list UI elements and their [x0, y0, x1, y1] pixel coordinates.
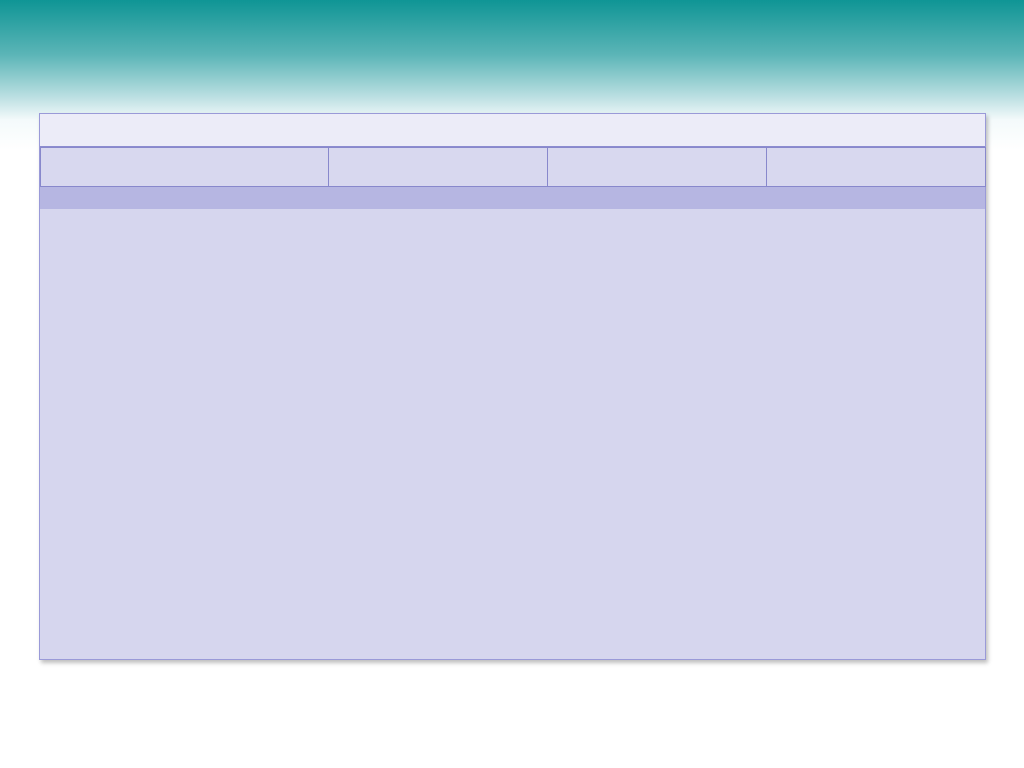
column-header-fruits-vegetables [329, 148, 548, 187]
factor-loadings-table [40, 147, 986, 187]
factor-loadings-table-panel [39, 113, 986, 660]
column-header-food-item [41, 148, 329, 187]
table-caption [40, 114, 985, 147]
table-footnote [40, 187, 985, 209]
column-header-sugar-beverages [767, 148, 986, 187]
table-header-row [41, 148, 986, 187]
column-header-meat-beer-grains [548, 148, 767, 187]
eat-right-logo [28, 697, 118, 753]
